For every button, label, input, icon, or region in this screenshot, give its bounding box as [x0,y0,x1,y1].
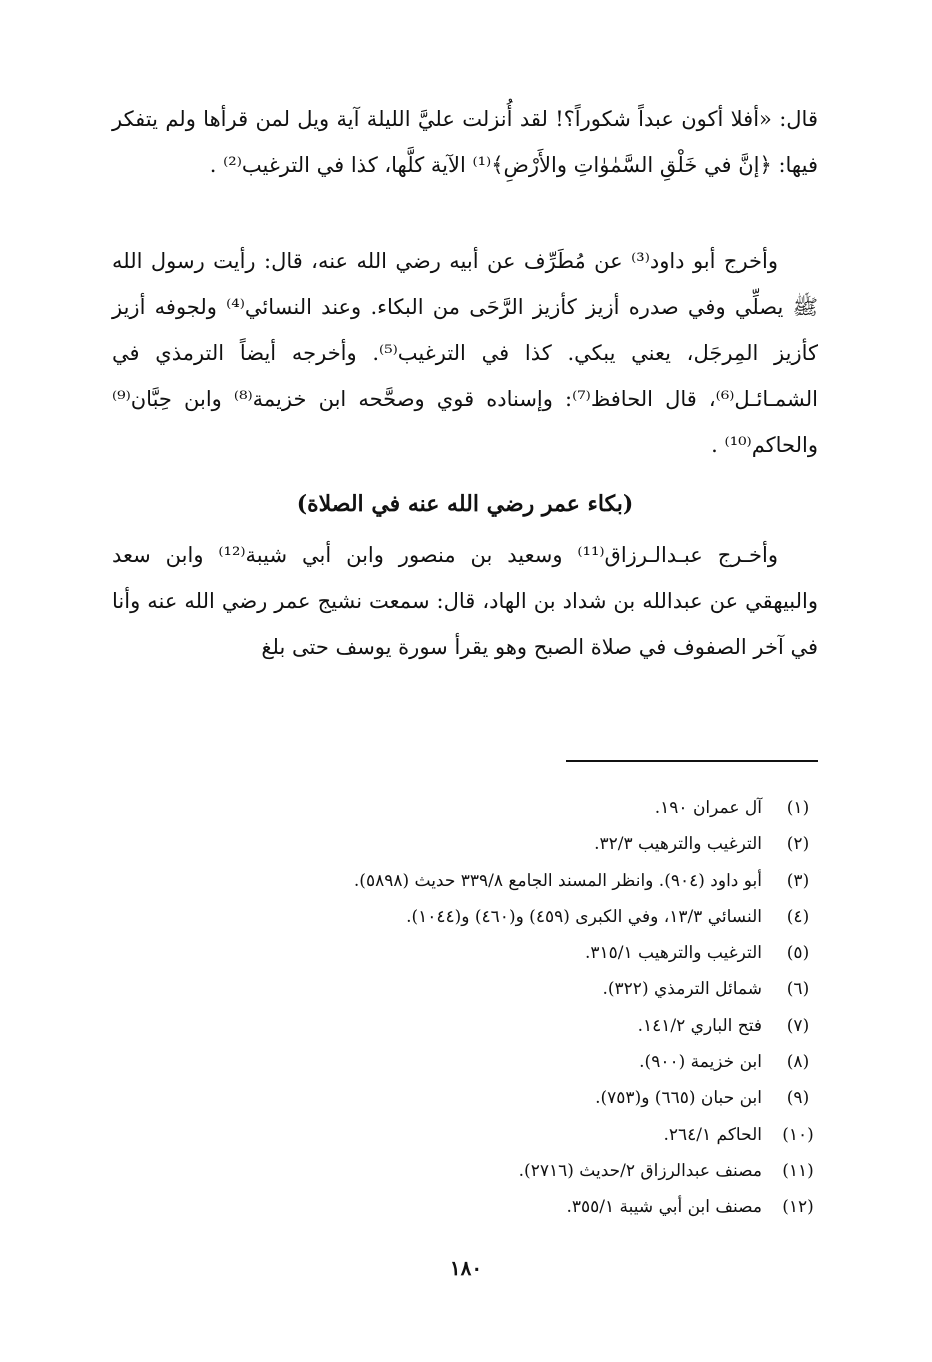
footnote-item [200,1044,820,1080]
footnote-text: فتح الباري ١٤١/٢. [637,1015,762,1036]
footnote-number: (٣) [786,870,810,891]
footnote-text: الترغيب والترهيب ٣١٥/١. [584,943,762,964]
footnote-item [200,899,820,935]
footnote-text: النسائي ١٣/٣، وفي الكبرى (٤٥٩) و(٤٦٠) و(١٠٤٤). [406,906,762,927]
paragraph-abu-dawud-report [112,238,818,468]
paragraph-text: وأخرج أبو داود⁽³⁾ عن مُطَرِّف عن أبيه رضي الله عنه، قال: رأيت رسول الله ﷺ يصلِّي وفي صدره أزيز كأزيز الرَّحَى من البكاء. وعند النسائي⁽⁴⁾ ولجوفه أزيز كأزيز المِرجَل، يعني يبكي. كذا في الترغيب⁽⁵⁾. وأخرجه أيضاً الترمذي في الشمـائـل⁽⁶⁾، قال الحافظ⁽⁷⁾: وإسناده قوي وصحَّحه ابن خزيمة⁽⁸⁾ وابن حِبَّان⁽⁹⁾ والحاكم⁽¹⁰⁾ . [112,249,818,457]
footnote-text: شمائل الترمذي (٣٢٢). [602,979,762,1000]
footnote-number: (٧) [786,1015,810,1036]
footnote-text: الحاكم ٢٦٤/١. [663,1124,762,1145]
footnote-item [200,1117,820,1153]
footnote-text: الترغيب والترهيب ٣٢/٣. [594,834,762,855]
paragraph-text: قال: «أفلا أكون عبداً شكوراً؟! لقد أُنزلت عليَّ الليلة آية ويل لمن قرأها ولم يتفكر فيها: ﴿إنَّ في خَلْقِ السَّمٰوٰاتِ والأَرْضِ﴾⁽¹⁾ الآية كلَّها، كذا في الترغيب⁽²⁾ . [112,107,818,177]
footnote-item [200,1189,820,1225]
footnote-number: (٨) [786,1052,810,1073]
footnote-number: (٤) [786,906,810,927]
footnote-item [200,863,820,899]
footnotes-list [200,790,820,1226]
page-number: ١٨٠ [449,1256,483,1280]
footnote-item [200,1008,820,1044]
footnote-number: (١١) [782,1160,814,1181]
footnote-text: مصنف ابن أبي شيبة ٣٥٥/١. [566,1197,762,1218]
footnote-text: ابن خزيمة (٩٠٠). [639,1052,762,1073]
footnote-text: آل عمران ١٩٠. [654,798,762,818]
footnote-item [200,1080,820,1116]
footnote-item [200,1153,820,1189]
paragraph-quote-verse [112,96,818,188]
footnote-number: (٦) [786,979,810,1000]
footnote-item [200,826,820,862]
footnote-item [200,790,820,826]
paragraph-text: وأخـرج عبـدالـرزاق⁽¹¹⁾ وسعيد بن منصور وابن أبي شيبة⁽¹²⁾ وابن سعد والبيهقي عن عبدالله بن شداد بن الهاد، قال: سمعت نشيج عمر رضي الله عنه وأنا في آخر الصفوف في صلاة الصبح وهو يقرأ سورة يوسف حتى بلغ [112,543,818,659]
footnote-number: (١) [786,798,810,818]
section-heading: (بكاء عمر رضي الله عنه في الصلاة) [296,491,634,517]
footnote-item [200,971,820,1007]
footnote-text: مصنف عبدالرزاق ٢/حديث (٢٧١٦). [518,1160,762,1181]
footnote-item [200,935,820,971]
footnote-text: ابن حبان (٦٦٥) و(٧٥٣). [595,1088,762,1109]
footnote-number: (١٠) [782,1124,814,1145]
footnote-number: (١٢) [782,1197,814,1218]
paragraph-abdurrazzaq-report [112,532,818,670]
footnote-number: (٥) [786,943,810,964]
footnote-text: أبو داود (٩٠٤). وانظر المسند الجامع ٣٣٩/٨ حديث (٥٨٩٨). [353,870,762,891]
footnote-number: (٢) [786,834,810,855]
footnote-number: (٩) [786,1088,810,1109]
footnote-separator-rule [566,760,818,762]
